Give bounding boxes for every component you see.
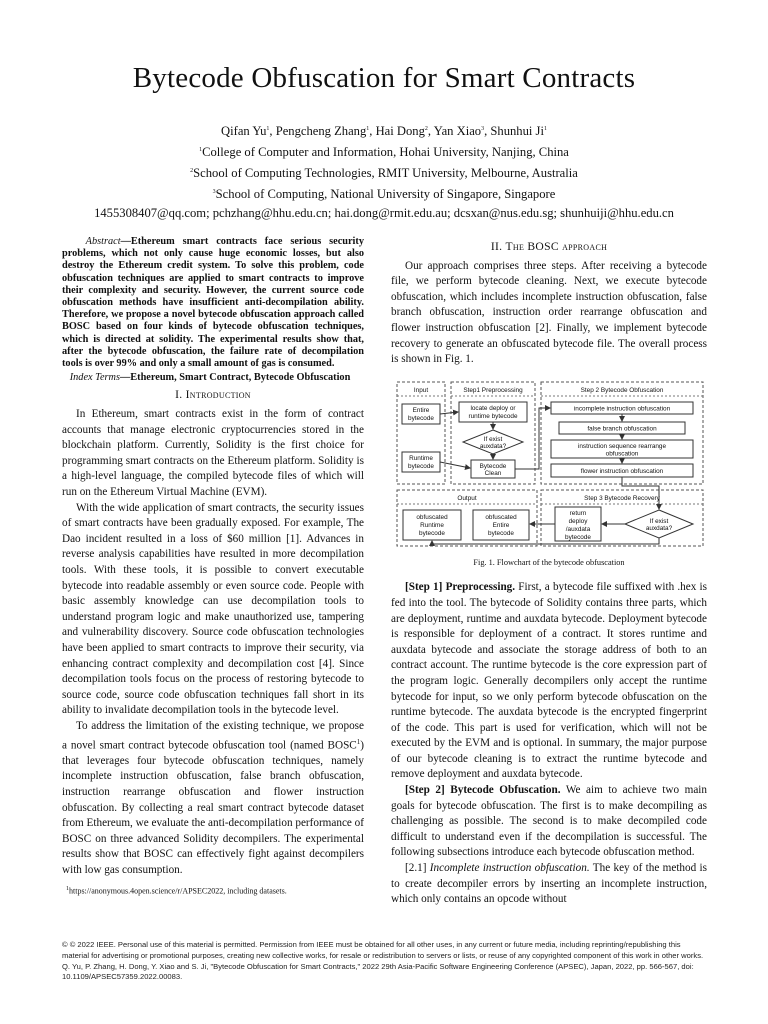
svg-text:Entire: Entire [492, 521, 510, 529]
svg-text:bytecode: bytecode [408, 414, 434, 422]
author-line: Qifan Yu$^1$, Pengcheng Zhang$^1$, Hai Dong$^2$, Yan Xiao$^3$, Shunhui Ji$^1$ [221, 124, 547, 138]
svg-text:instruction sequence rearrange: instruction sequence rearrange [577, 442, 667, 450]
svg-text:incomplete instruction obfusca: incomplete instruction obfuscation [573, 405, 671, 413]
paragraph: [Step 2] Bytecode Obfuscation. We aim to achieve two main goals for bytecode obfuscation. The first is to make decompiling as challenging as possible. The second is to make decompiled code difficult to understand even if the decompilation is successful. The following subsections introduce each bytecode obfuscation method. [391, 784, 707, 859]
group-label: Step 3 Bytecode Recovery [584, 494, 660, 502]
figure-caption: Fig. 1. Flowchart of the bytecode obfuscation [473, 557, 625, 567]
section-heading: II. The BOSC approach [490, 240, 608, 253]
affiliation: $^1$College of Computer and Information, Hohai University, Nanjing, China [199, 145, 569, 159]
copyright-footer [62, 940, 708, 983]
svg-text:Runtime: Runtime [420, 521, 444, 529]
svg-text:obfuscated: obfuscated [416, 513, 448, 521]
svg-text:/auxdata: /auxdata [565, 525, 591, 533]
flowchart-diagram [391, 376, 707, 551]
paragraph: With the wide application of smart contracts, the security issues of smart contracts have been gradually exposed. For example, The Dao incident resulted in a loss of $60 million [1]. Advances in reverse analysis capabilities have resulted in more decompilation tools. With these tools, it is possible to convert executable bytecode into readable assembly or even source code. People with basic assembly knowledge can use decompilation tools to understand program logic and make unauthorized use, tampering and vulnerability discovery. Source code obfuscation technologies have been applied to smart contracts to improve their security, via enhancing contract complexity and decompilation cost [4]. Since decompilation tools focus on the process of restoring bytecode to source code, source code obfuscation techniques fall short in its ability to invalidate decompilation tools in the bytecode level. [62, 501, 364, 717]
paper-title: Bytecode Obfuscation for Smart Contracts [132, 62, 636, 94]
svg-text:bytecode: bytecode [565, 533, 591, 541]
svg-text:false branch obfuscation: false branch obfuscation [587, 425, 657, 433]
left-column [62, 236, 364, 896]
svg-text:Bytecode: Bytecode [479, 462, 507, 470]
index-terms: Index Terms—Ethereum, Smart Contract, Bytecode Obfuscation [69, 372, 351, 384]
copyright-notice: © © 2022 IEEE. Personal use of this material is permitted. Permission from IEEE must be obtained for all other uses, in any current or future media, including reprinting/republishing this material for advertising or promotional purposes, creating new collective works, for resale or redistribution to servers or lists, or reuse of any copyrighted component of this work in other works. [62, 940, 704, 960]
svg-text:auxdata?: auxdata? [479, 442, 507, 450]
svg-text:bytecode: bytecode [408, 462, 434, 470]
svg-text:return: return [569, 509, 587, 517]
svg-text:obfuscation: obfuscation [605, 450, 639, 458]
author-name: Yan Xiao [433, 124, 482, 138]
paragraph: In Ethereum, smart contracts exist in the form of contract accounts that manage electronic cryptocurrencies stored in the blockchain platform. Currently, Solidity is the first choice for programming smart contracts on the Ethereum platform. Solidity is a high-level language, the compiled bytecode files of which will run on the Ethereum Virtual Machine (EVM). [62, 408, 364, 498]
affiliation: $^2$School of Computing Technologies, RMIT University, Melbourne, Australia [190, 166, 578, 180]
section-heading: I. Introduction [175, 388, 251, 402]
author-name: Pengcheng Zhang [275, 124, 367, 138]
author-name: Hai Dong [375, 124, 425, 138]
group-label: Step1 Preprocessing [463, 386, 523, 394]
svg-text:auxdata?: auxdata? [645, 524, 673, 532]
group-label: Input [413, 386, 429, 394]
group-label: Output [457, 494, 477, 502]
right-column [391, 236, 707, 908]
svg-text:Entire: Entire [412, 406, 430, 414]
group-label: Step 2 Bytecode Obfuscation [580, 386, 664, 394]
svg-text:bytecode: bytecode [488, 529, 514, 537]
citation-notice: Q. Yu, P. Zhang, H. Dong, Y. Xiao and S. Ji, "Bytecode Obfuscation for Smart Contracts," 2022 29th Asia-Pacific Software Engineering Conference (APSEC), Japan, 2022, pp. 566-567, doi: 10.1109/APSEC57359.2022.00083. [62, 961, 694, 982]
svg-text:bytecode: bytecode [419, 529, 445, 537]
author-name: Shunhui Ji [490, 124, 544, 138]
flowchart-figure [391, 376, 707, 551]
svg-text:Clean: Clean [484, 469, 502, 477]
svg-text:If exist: If exist [649, 517, 669, 525]
footnote: $^1$https://anonymous.4open.science/r/APSEC2022, including datasets. [66, 885, 287, 896]
svg-text:Runtime: Runtime [409, 454, 433, 462]
svg-text:runtime bytecode: runtime bytecode [468, 412, 518, 420]
paragraph: To address the limitation of the existing technique, we propose a novel smart contract bytecode obfuscation tool (named BOSC$^1$) that leverages four bytecode obfuscation techniques, namely incomplete instruction obfuscation, false branch obfuscation, instruction rearrange obfuscation and flower instruction obfuscation. By collecting a real smart contract bytecode dataset from Ethereum, we evaluate the anti-decompilation performance of BOSC on three advanced Solidity decompilers. The experimental results show that BOSC can effectively fight against decompilers with low gas consumption. [62, 719, 364, 876]
paragraph: Our approach comprises three steps. After receiving a bytecode file, we perform bytecode cleaning. Next, we execute bytecode obfuscation, which includes incomplete instruction obfuscation, false branch obfuscation, instruction order rearrange obfuscation and flower instruction obfuscation [2]. Finally, we implement bytecode recovery to generate an obfuscated bytecode file. The overall process is shown in Fig. 1. [391, 259, 707, 366]
svg-text:locate deploy or: locate deploy or [470, 404, 516, 412]
author-emails: 1455308407@qq.com; pchzhang@hhu.edu.cn; hai.dong@rmit.edu.au; dcsxan@nus.edu.sg; shunhuiji@hhu.edu.cn [94, 206, 674, 220]
svg-text:If exist: If exist [483, 435, 503, 443]
svg-text:flower instruction obfuscation: flower instruction obfuscation [580, 467, 664, 475]
affiliation: $^3$School of Computing, National University of Singapore, Singapore [212, 187, 556, 201]
author-name: Qifan Yu [221, 124, 267, 138]
svg-text:deploy: deploy [568, 517, 588, 525]
abstract: Abstract—Ethereum smart contracts face serious security problems, which not only cause huge economic losses, but also destroy the Ethereum credit system. To solve this problem, code obfuscation techniques are applied to smart contracts to improve their complexity and security. However, the current source code obfuscation methods have insufficient anti-decompilation ability. Therefore, we propose a novel bytecode obfuscation approach called BOSC based on four kinds of bytecode obfuscation techniques, which is directed at solidity. The experimental results show that, after the bytecode obfuscation, the failure rate of decompilation tools is over 99% and only a small amount of gas is consumed. [62, 236, 364, 370]
paragraph: [Step 1] Preprocessing. First, a bytecode file suffixed with .hex is fed into the tool. The bytecode of Solidity contains three parts, which are deployment, runtime and auxdata bytecode. Deployment bytecode is responsible for deployment of a contract. It stores runtime and auxdata bytecode and associate the storage address of both to an contract account. The runtime bytecode is the core expression part of the program logic. Generally decompilers only accept the runtime bytecode for input, so we only perform bytecode obfuscation on the runtime bytecode. The auxdata bytecode is the encrypted fingerprint of the code. This part is used for verification, which will not be executed by the EVM and is optional. In summary, the major purpose of our bytecode cleaning is to extract the runtime bytecode and remove deployment and auxdata bytecode. [391, 581, 707, 781]
author-block [0, 120, 768, 223]
svg-text:obfuscated: obfuscated [485, 513, 517, 521]
paragraph: [2.1] Incomplete instruction obfuscation. The key of the method is to create decompiler errors by inserting an incomplete instruction, which only contains an opcode without [391, 862, 708, 906]
